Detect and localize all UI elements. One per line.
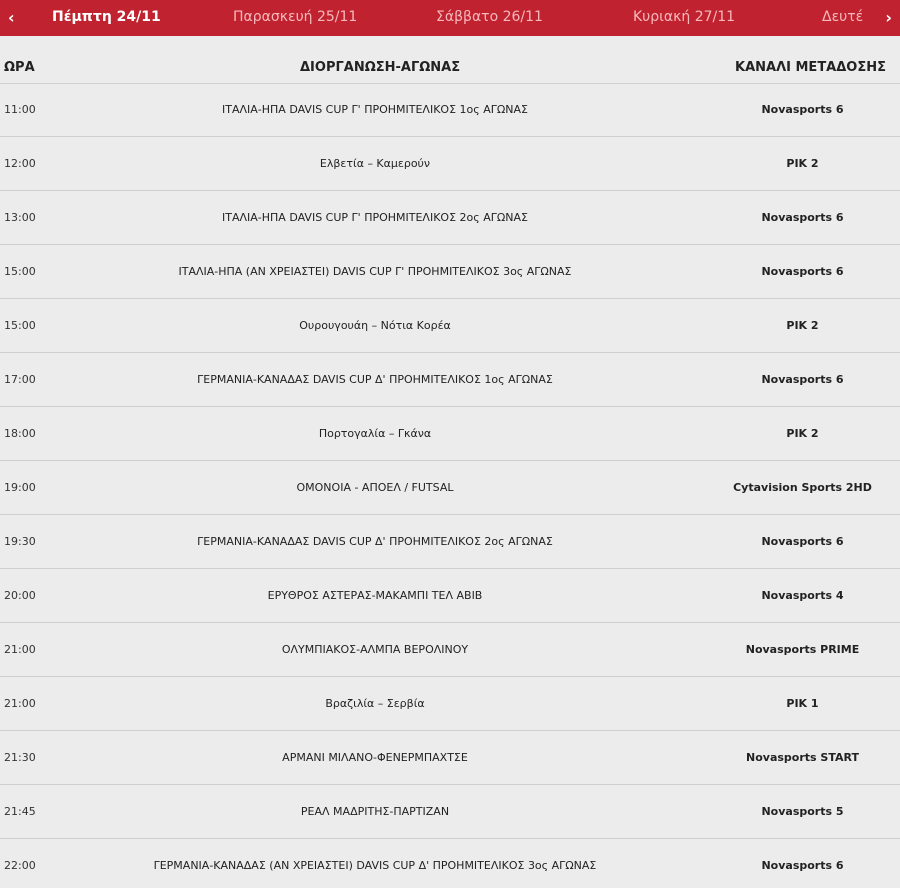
table-row — [0, 839, 900, 888]
table-row — [0, 785, 900, 839]
row-time: 20:00 — [4, 589, 36, 602]
row-match: ΡΕΑΛ ΜΑΔΡΙΤΗΣ-ΠΑΡΤΙΖΑΝ — [300, 805, 450, 818]
table-row — [0, 245, 900, 299]
row-match: Ελβετία – Καμερούν — [319, 157, 431, 170]
table-row — [0, 407, 900, 461]
table-row — [0, 623, 900, 677]
row-channel: Novasports 6 — [761, 265, 844, 278]
row-channel: Novasports 4 — [761, 589, 844, 602]
day-tab-monday[interactable]: Δευτέ — [822, 9, 864, 25]
row-match: ΕΡΥΘΡΟΣ ΑΣΤΕΡΑΣ-ΜΑΚΑΜΠΙ ΤΕΛ ΑΒΙΒ — [267, 589, 483, 602]
row-match: ΟΛΥΜΠΙΑΚΟΣ-ΑΛΜΠΑ ΒΕΡΟΛΙΝΟΥ — [281, 643, 469, 656]
row-match: ΙΤΑΛΙΑ-ΗΠΑ DAVIS CUP Γ' ΠΡΟΗΜΙΤΕΛΙΚΟΣ 1ος ΑΓΩΝΑΣ — [222, 103, 528, 116]
table-row — [0, 299, 900, 353]
row-time: 18:00 — [4, 427, 36, 440]
row-match: ΓΕΡΜΑΝΙΑ-ΚΑΝΑΔΑΣ DAVIS CUP Δ' ΠΡΟΗΜΙΤΕΛΙΚΟΣ 1ος ΑΓΩΝΑΣ — [197, 373, 553, 386]
header-time: ΩΡΑ — [4, 60, 35, 75]
row-channel: Cytavision Sports 2HD — [733, 481, 872, 494]
row-time: 21:00 — [4, 697, 36, 710]
day-tab-saturday[interactable]: Σάββατο 26/11 — [436, 9, 543, 25]
day-selector-bar — [0, 0, 900, 36]
row-channel: Novasports 6 — [761, 859, 844, 872]
row-time: 19:00 — [4, 481, 36, 494]
row-time: 22:00 — [4, 859, 36, 872]
row-match: ΙΤΑΛΙΑ-ΗΠΑ DAVIS CUP Γ' ΠΡΟΗΜΙΤΕΛΙΚΟΣ 2ος ΑΓΩΝΑΣ — [222, 211, 528, 224]
row-time: 11:00 — [4, 103, 36, 116]
row-time: 21:45 — [4, 805, 36, 818]
row-match: ΟΜΟΝΟΙΑ - ΑΠΟΕΛ / FUTSAL — [296, 481, 454, 494]
chevron-left-icon[interactable]: ‹ — [8, 8, 15, 27]
table-row — [0, 461, 900, 515]
row-time: 17:00 — [4, 373, 36, 386]
row-channel: Novasports 5 — [761, 805, 844, 818]
row-time: 15:00 — [4, 265, 36, 278]
row-time: 12:00 — [4, 157, 36, 170]
row-match: Βραζιλία – Σερβία — [325, 697, 425, 710]
row-match: ΓΕΡΜΑΝΙΑ-ΚΑΝΑΔΑΣ DAVIS CUP Δ' ΠΡΟΗΜΙΤΕΛΙΚΟΣ 2ος ΑΓΩΝΑΣ — [197, 535, 553, 548]
row-time: 21:30 — [4, 751, 36, 764]
row-channel: Novasports START — [746, 751, 859, 764]
header-channel: ΚΑΝΑΛΙ ΜΕΤΑΔΟΣΗΣ — [735, 60, 886, 75]
table-row — [0, 677, 900, 731]
row-channel: ΡΙΚ 2 — [786, 427, 819, 440]
row-match: Πορτογαλία – Γκάνα — [318, 427, 432, 440]
day-tab-thursday[interactable]: Πέμπτη 24/11 — [52, 9, 161, 25]
row-time: 13:00 — [4, 211, 36, 224]
row-time: 19:30 — [4, 535, 36, 548]
header-match: ΔΙΟΡΓΑΝΩΣΗ-ΑΓΩΝΑΣ — [300, 60, 461, 75]
table-row — [0, 191, 900, 245]
table-header — [0, 56, 900, 84]
row-channel: Novasports 6 — [761, 211, 844, 224]
row-match: ΑΡΜΑΝΙ ΜΙΛΑΝΟ-ΦΕΝΕΡΜΠΑΧΤΣΕ — [282, 751, 468, 764]
row-time: 15:00 — [4, 319, 36, 332]
day-tab-sunday[interactable]: Κυριακή 27/11 — [633, 9, 736, 25]
row-channel: ΡΙΚ 1 — [786, 697, 819, 710]
table-row — [0, 569, 900, 623]
row-match: ΙΤΑΛΙΑ-ΗΠΑ (ΑΝ ΧΡΕΙΑΣΤΕΙ) DAVIS CUP Γ' ΠΡΟΗΜΙΤΕΛΙΚΟΣ 3ος ΑΓΩΝΑΣ — [178, 265, 572, 278]
row-channel: Novasports 6 — [761, 373, 844, 386]
row-channel: Novasports 6 — [761, 103, 844, 116]
table-row — [0, 83, 900, 137]
table-row — [0, 353, 900, 407]
row-time: 21:00 — [4, 643, 36, 656]
schedule-list — [0, 83, 900, 888]
table-row — [0, 137, 900, 191]
table-row — [0, 515, 900, 569]
row-match: ΓΕΡΜΑΝΙΑ-ΚΑΝΑΔΑΣ (ΑΝ ΧΡΕΙΑΣΤΕΙ) DAVIS CUP Δ' ΠΡΟΗΜΙΤΕΛΙΚΟΣ 3ος ΑΓΩΝΑΣ — [153, 859, 597, 872]
row-channel: Novasports 6 — [761, 535, 844, 548]
day-tab-friday[interactable]: Παρασκευή 25/11 — [233, 9, 358, 25]
chevron-right-icon[interactable]: › — [885, 8, 892, 27]
row-match: Ουρουγουάη – Νότια Κορέα — [299, 319, 451, 332]
table-row — [0, 731, 900, 785]
row-channel: ΡΙΚ 2 — [786, 157, 819, 170]
row-channel: Novasports PRIME — [745, 643, 860, 656]
row-channel: ΡΙΚ 2 — [786, 319, 819, 332]
